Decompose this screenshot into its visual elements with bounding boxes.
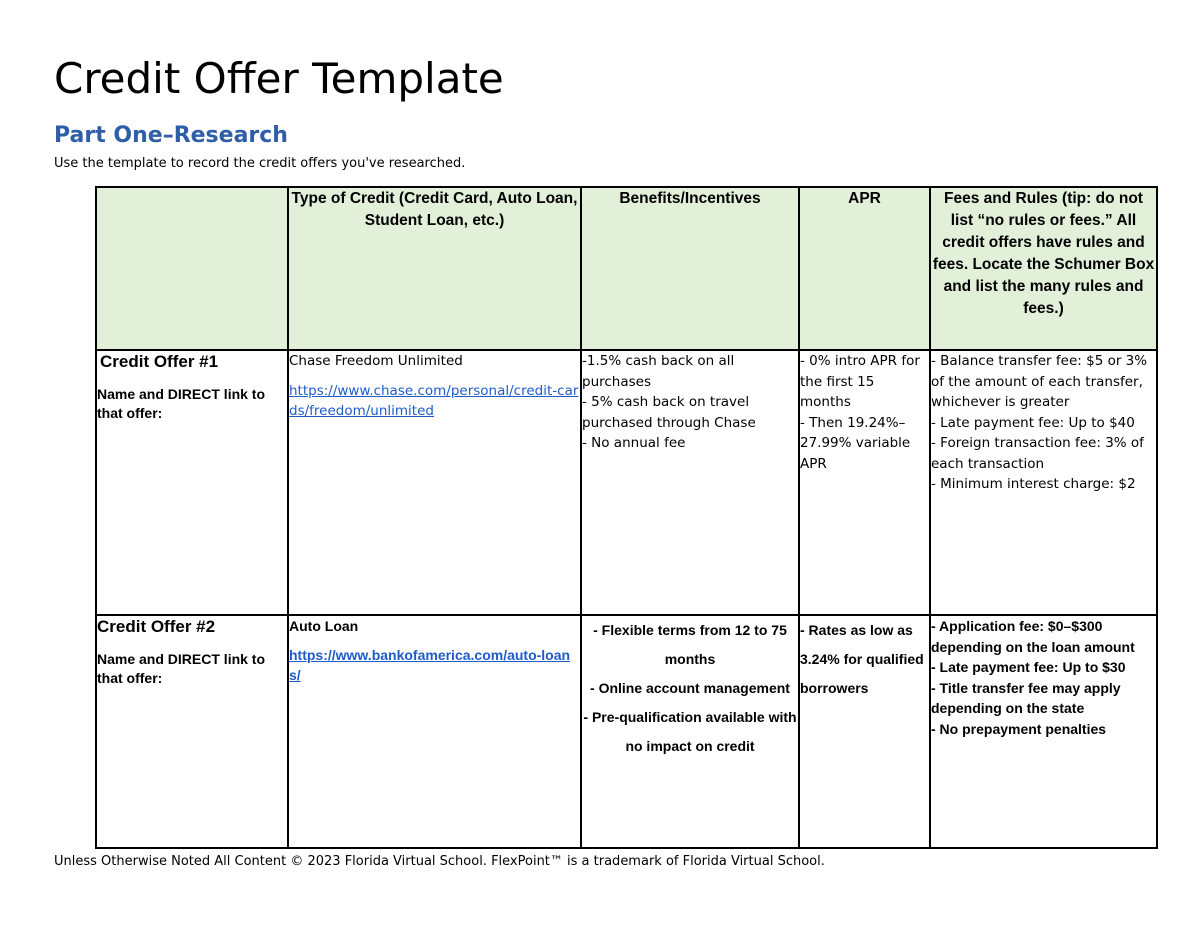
offer-2-benefit: - Online account management	[590, 680, 790, 696]
offer-1-benefit: -1.5% cash back on all purchases	[582, 353, 735, 390]
offer-2-title: Credit Offer #2	[97, 617, 216, 636]
offer-1-benefits-cell	[581, 350, 799, 615]
offer-1-fees-cell	[930, 350, 1157, 615]
table-row-offer-2	[96, 615, 1157, 848]
offer-2-label-desc: Name and DIRECT link to that offer:	[97, 651, 266, 686]
offer-2-type-cell	[288, 615, 581, 848]
instructions-text: Use the template to record the credit offers you've researched.	[54, 156, 466, 171]
header-apr: APR	[799, 187, 930, 350]
offer-1-fee: - Minimum interest charge: $2	[931, 476, 1136, 492]
offer-2-fee: - No prepayment penalties	[931, 720, 1107, 737]
offer-2-apr-line: - Rates as low as 3.24% for qualified borrowers	[800, 622, 924, 696]
offer-1-benefit: - 5% cash back on travel purchased through Chase	[582, 394, 756, 431]
table-header-row	[96, 187, 1157, 350]
offer-1-benefit: - No annual fee	[582, 435, 686, 451]
offer-1-label-cell	[96, 350, 288, 615]
offer-2-benefits-cell	[581, 615, 799, 848]
header-type-of-credit: Type of Credit (Credit Card, Auto Loan, Student Loan, etc.)	[288, 187, 581, 350]
offer-1-title: Credit Offer #1	[100, 352, 219, 371]
offer-2-benefit: - Pre-qualification available with no impact on credit	[583, 709, 797, 754]
section-subtitle: Part One–Research	[54, 123, 288, 148]
offer-1-label-desc: Name and DIRECT link to that offer:	[97, 386, 266, 421]
copyright-footer: Unless Otherwise Noted All Content © 2023 Florida Virtual School. FlexPoint™ is a trademark of Florida Virtual School.	[54, 854, 825, 869]
offer-2-apr-cell	[799, 615, 930, 848]
header-benefits: Benefits/Incentives	[581, 187, 799, 350]
offer-2-fees-cell	[930, 615, 1157, 848]
offer-2-fee: - Late payment fee: Up to $30	[931, 659, 1126, 675]
offer-2-fee: - Application fee: $0–$300 depending on the loan amount	[931, 618, 1135, 655]
offer-2-fee: - Title transfer fee may apply depending on the state	[931, 679, 1121, 716]
offer-1-type-cell	[288, 350, 581, 615]
offer-2-name: Auto Loan	[289, 618, 359, 634]
header-fees-rules: Fees and Rules (tip: do not list “no rules or fees.” All credit offers have rules and fees. Locate the Schumer Box and list the many rules and fees.)	[930, 187, 1157, 350]
offer-2-link[interactable]: https://www.bankofamerica.com/auto-loans/	[289, 647, 571, 683]
offer-1-apr-line: - 0% intro APR for the first 15 months	[800, 353, 920, 410]
offer-2-benefit: - Flexible terms from 12 to 75 months	[593, 622, 787, 667]
offer-1-name: Chase Freedom Unlimited	[289, 353, 463, 369]
offer-1-apr-line: - Then 19.24%–27.99% variable APR	[800, 414, 911, 472]
offer-1-fee: - Foreign transaction fee: 3% of each transaction	[931, 435, 1144, 472]
offer-1-fee: - Balance transfer fee: $5 or 3% of the amount of each transfer, whichever is greater	[931, 353, 1148, 410]
page-title: Credit Offer Template	[54, 54, 504, 103]
offer-1-fee: - Late payment fee: Up to $40	[931, 414, 1135, 431]
table-row-offer-1	[96, 350, 1157, 615]
offer-1-link[interactable]: https://www.chase.com/personal/credit-cards/freedom/unlimited	[289, 383, 579, 419]
header-blank	[96, 187, 288, 350]
offer-2-label-cell	[96, 615, 288, 848]
credit-offer-table	[95, 186, 1158, 849]
offer-1-apr-cell	[799, 350, 930, 615]
